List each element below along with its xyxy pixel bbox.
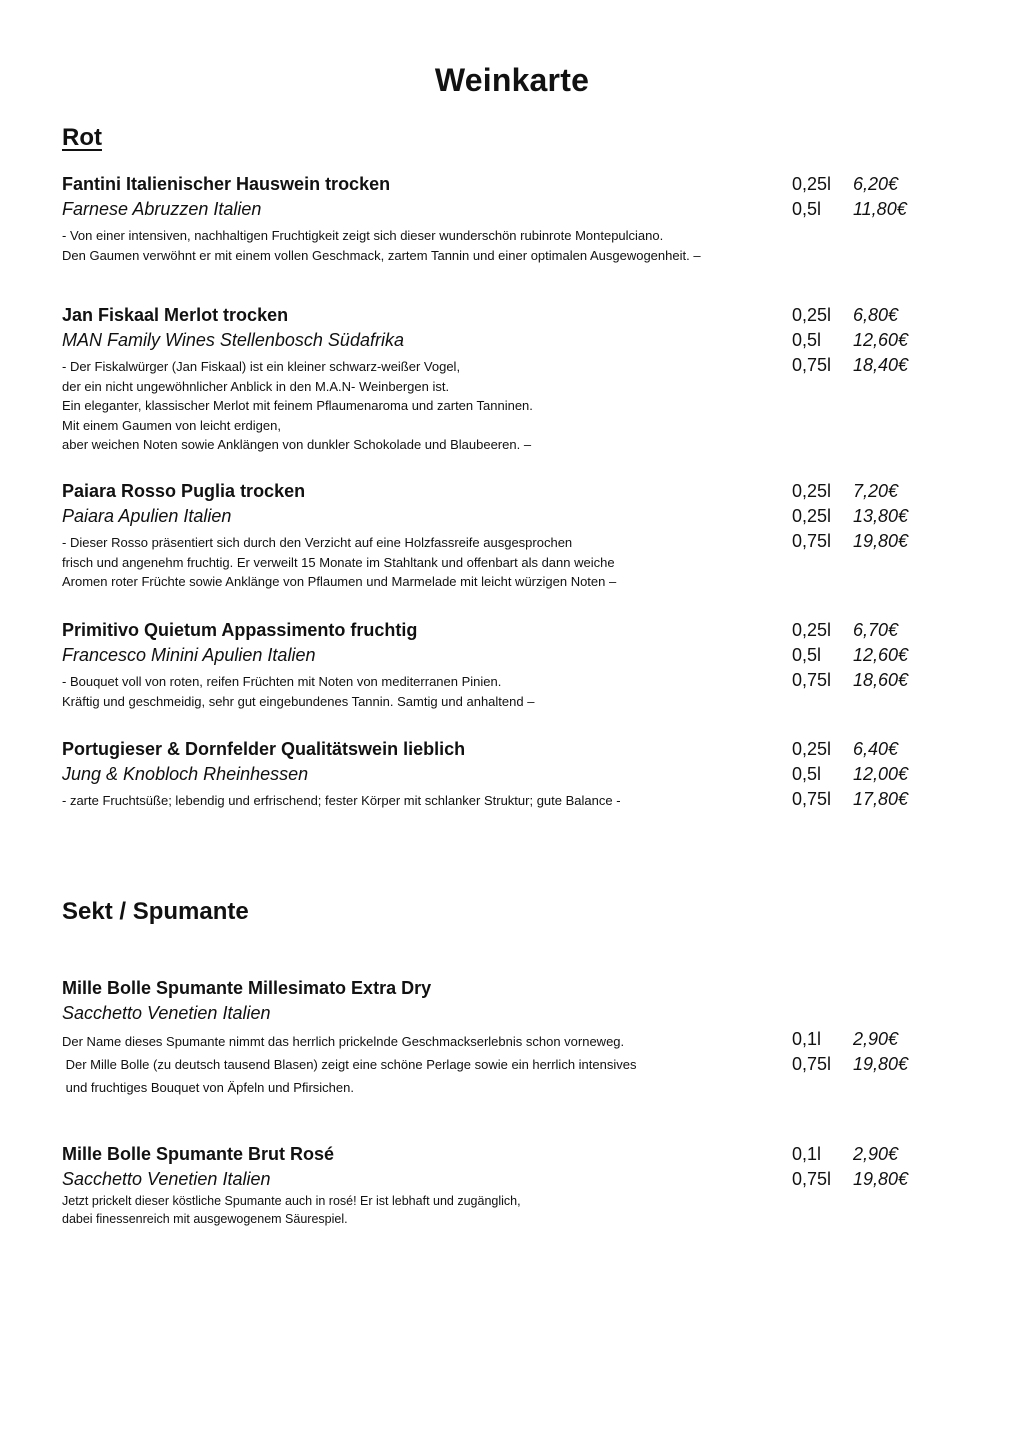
wine-description-line: Jetzt prickelt dieser köstliche Spumante auch in rosé! Er ist lebhaft und zugänglich,	[62, 1194, 521, 1208]
price-volume: 0,75l	[792, 1169, 832, 1189]
price-volume: 0,25l	[792, 620, 832, 640]
price-list	[792, 1027, 908, 1077]
price-volume: 0,5l	[792, 199, 822, 219]
price-amount: 13,80€	[853, 506, 909, 526]
wine-name: Jan Fiskaal Merlot trocken	[62, 305, 289, 325]
price-row	[792, 529, 908, 554]
price-list	[792, 618, 908, 693]
price-list	[792, 479, 908, 554]
wine-description-line: - zarte Fruchtsüße; lebendig und erfrischend; fester Körper mit schlanker Struktur; gute Balance -	[62, 793, 621, 808]
price-amount: 12,60€	[853, 645, 909, 665]
price-row	[792, 737, 908, 762]
price-row	[792, 787, 908, 812]
wine-name: Fantini Italienischer Hauswein trocken	[62, 174, 391, 194]
price-volume: 0,25l	[792, 506, 832, 526]
price-amount: 7,20€	[853, 481, 899, 501]
price-volume: 0,75l	[792, 670, 832, 690]
price-volume: 0,25l	[792, 174, 832, 194]
price-volume: 0,75l	[792, 531, 832, 551]
wine-name: Portugieser & Dornfelder Qualitätswein lieblich	[62, 739, 466, 759]
price-volume: 0,75l	[792, 789, 832, 809]
price-amount: 6,80€	[853, 305, 899, 325]
wine-description-line: Den Gaumen verwöhnt er mit einem vollen Geschmack, zartem Tannin und einer optimalen Ausgewogenheit. –	[62, 247, 701, 263]
wine-description	[62, 1192, 942, 1228]
price-amount: 2,90€	[853, 1144, 899, 1164]
price-list	[792, 172, 907, 222]
wine-name: Mille Bolle Spumante Millesimato Extra Dry	[62, 978, 432, 998]
price-amount: 17,80€	[853, 789, 909, 809]
price-amount: 2,90€	[853, 1029, 899, 1049]
wine-description-line: Mit einem Gaumen von leicht erdigen,	[62, 417, 281, 433]
price-row	[792, 172, 907, 197]
price-volume: 0,5l	[792, 330, 822, 350]
price-amount: 18,40€	[853, 355, 909, 375]
wine-description-line: Der Name dieses Spumante nimmt das herrlich prickelnde Geschmackserlebnis schon vorneweg.	[62, 1034, 625, 1049]
wine-description-line: - Bouquet voll von roten, reifen Früchten mit Noten von mediterranen Pinien.	[62, 674, 502, 689]
price-amount: 6,40€	[853, 739, 899, 759]
price-row	[792, 668, 908, 693]
price-list	[792, 303, 908, 378]
price-list	[792, 737, 908, 812]
wine-description-line: frisch und angenehm fruchtig. Er verweilt 15 Monate im Stahltank und offenbart als dann weiche	[62, 554, 615, 570]
price-row	[792, 1027, 908, 1052]
price-row	[792, 479, 908, 504]
wine-origin: Sacchetto Venetien Italien	[62, 1169, 271, 1189]
price-row	[792, 504, 908, 529]
price-row	[792, 197, 907, 222]
price-row	[792, 328, 908, 353]
price-amount: 11,80€	[853, 199, 907, 219]
section-heading-rot: Rot	[62, 124, 102, 151]
price-list	[792, 1142, 908, 1192]
wine-description-line: - Dieser Rosso präsentiert sich durch den Verzicht auf eine Holzfassreife ausgesprochen	[62, 535, 573, 550]
price-volume: 0,5l	[792, 764, 822, 784]
wine-description-line: Aromen roter Früchte sowie Anklänge von Pflaumen und Marmelade mit leicht würzigen Noten –	[62, 574, 617, 589]
wine-description-line: dabei finessenreich mit ausgewogenem Säurespiel.	[62, 1212, 348, 1226]
price-row	[792, 303, 908, 328]
price-volume: 0,25l	[792, 481, 832, 501]
wine-origin: Farnese Abruzzen Italien	[62, 199, 262, 219]
section-heading-sekt: Sekt / Spumante	[62, 898, 249, 925]
wine-description-line: - Von einer intensiven, nachhaltigen Fruchtigkeit zeigt sich dieser wunderschön rubinrote Montepulciano.	[62, 228, 664, 243]
wine-description-line: aber weichen Noten sowie Anklängen von dunkler Schokolade und Blaubeeren. –	[62, 437, 532, 452]
wine-name: Paiara Rosso Puglia trocken	[62, 481, 306, 501]
wine-description-line: Der Mille Bolle (zu deutsch tausend Blasen) zeigt eine schöne Perlage sowie ein herrlich intensives	[62, 1057, 637, 1072]
wine-origin: MAN Family Wines Stellenbosch Südafrika	[62, 330, 404, 350]
price-volume: 0,25l	[792, 305, 832, 325]
price-row	[792, 618, 908, 643]
price-volume: 0,1l	[792, 1029, 822, 1049]
page-title: Weinkarte	[434, 62, 590, 98]
price-amount: 6,20€	[853, 174, 899, 194]
wine-origin: Jung & Knobloch Rheinhessen	[62, 764, 309, 784]
wine-description-line: der ein nicht ungewöhnlicher Anblick in den M.A.N- Weinbergen ist.	[62, 378, 450, 394]
price-amount: 18,60€	[853, 670, 909, 690]
wine-name: Primitivo Quietum Appassimento fruchtig	[62, 620, 418, 640]
price-row	[792, 1167, 908, 1192]
price-row	[792, 353, 908, 378]
price-amount: 19,80€	[853, 1169, 909, 1189]
wine-origin: Paiara Apulien Italien	[62, 506, 232, 526]
price-amount: 19,80€	[853, 1054, 909, 1074]
price-volume: 0,75l	[792, 1054, 832, 1074]
price-row	[792, 643, 908, 668]
price-row	[792, 1142, 908, 1167]
wine-description-line: Kräftig und geschmeidig, sehr gut eingebundenes Tannin. Samtig und anhaltend –	[62, 693, 535, 709]
wine-origin: Sacchetto Venetien Italien	[62, 1003, 271, 1023]
wine-description	[62, 226, 942, 265]
price-amount: 19,80€	[853, 531, 909, 551]
wine-name: Mille Bolle Spumante Brut Rosé	[62, 1144, 335, 1164]
price-amount: 12,60€	[853, 330, 909, 350]
wine-description-line: - Der Fiskalwürger (Jan Fiskaal) ist ein kleiner schwarz-weißer Vogel,	[62, 359, 461, 374]
wine-origin: Francesco Minini Apulien Italien	[62, 645, 316, 665]
price-volume: 0,75l	[792, 355, 832, 375]
wine-description-line: Ein eleganter, klassischer Merlot mit feinem Pflaumenaroma und zarten Tanninen.	[62, 398, 533, 413]
price-volume: 0,5l	[792, 645, 822, 665]
price-volume: 0,25l	[792, 739, 832, 759]
price-row	[792, 762, 908, 787]
price-volume: 0,1l	[792, 1144, 822, 1164]
wine-description-line: und fruchtiges Bouquet von Äpfeln und Pfirsichen.	[62, 1080, 354, 1095]
price-amount: 6,70€	[853, 620, 899, 640]
price-amount: 12,00€	[853, 764, 909, 784]
price-row	[792, 1052, 908, 1077]
